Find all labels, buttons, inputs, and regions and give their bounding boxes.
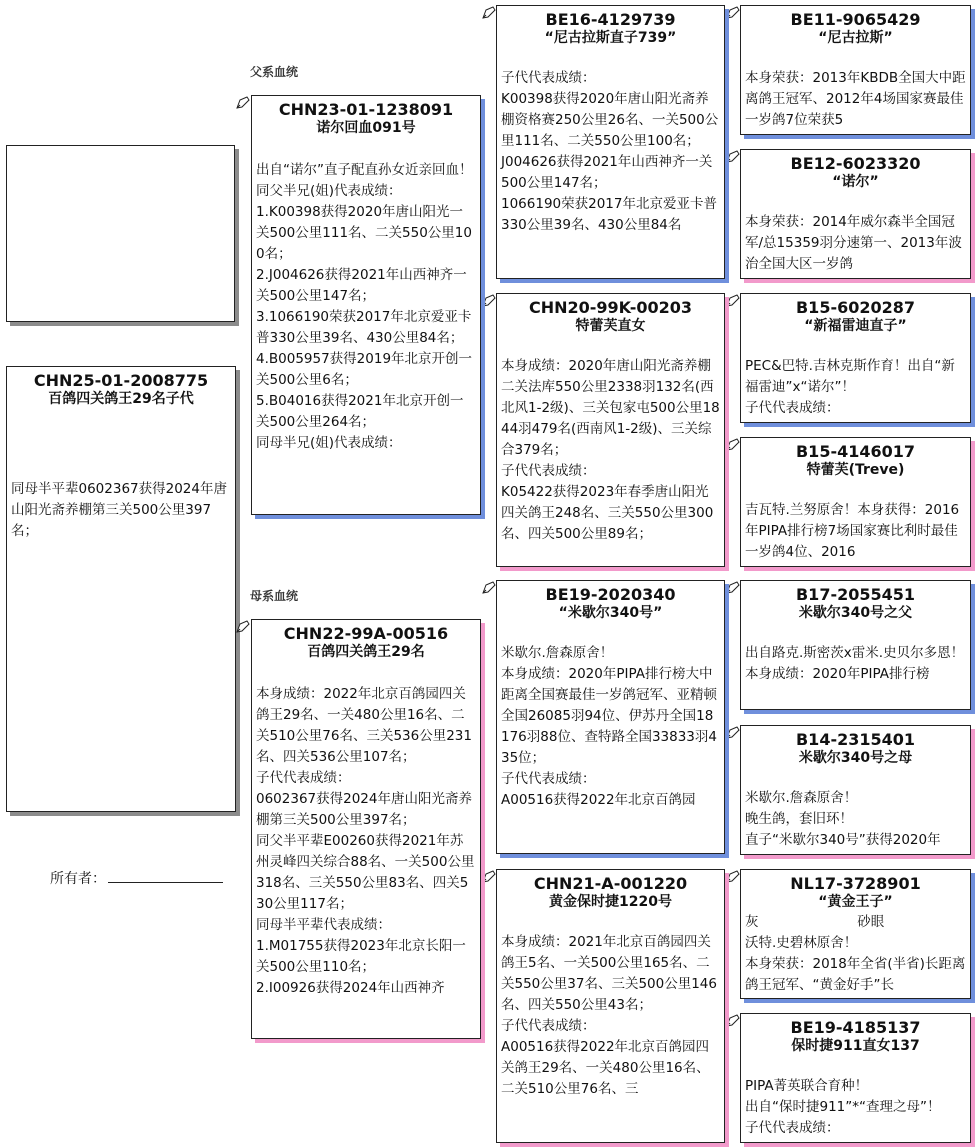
dam-sire-ring: BE19-2020340 bbox=[545, 585, 676, 604]
edit-pen-icon[interactable] bbox=[725, 150, 741, 164]
edit-pen-icon[interactable] bbox=[725, 6, 741, 20]
edit-pen-icon[interactable] bbox=[235, 96, 251, 110]
sire-dam-ring: CHN20-99K-00203 bbox=[528, 298, 692, 317]
sds-name: “新福雷迪直子” bbox=[804, 318, 907, 334]
sss-card bbox=[740, 5, 971, 135]
edit-pen-icon[interactable] bbox=[481, 581, 497, 595]
sire-sire-name: “尼古拉斯直子739” bbox=[544, 30, 677, 46]
owner-field bbox=[50, 868, 223, 888]
dss-ring: B17-2055451 bbox=[795, 585, 916, 604]
sire-dam-card bbox=[496, 293, 725, 567]
edit-pen-icon[interactable] bbox=[481, 6, 497, 20]
subject-name: 百鸽四关鸽王29名子代 bbox=[48, 391, 194, 407]
sdd-ring: B15-4146017 bbox=[795, 442, 916, 461]
dam-sire-card bbox=[496, 580, 725, 854]
dsd-info: 米歇尔.詹森原舍！ 晚生鸽，套旧环！ 直子“米歇尔340号”获得2020年 bbox=[745, 790, 941, 848]
dam-info: 本身成绩：2022年北京百鸽园四关鸽王29名、一关480公里16名、二关510公里76名、三关536公里231名、四关536公里107名； 子代代表成绩： 0602367获得2024年唐山阳光斋养棚第三关500公里397名； 同父半平辈E00260获得2021年苏州灵峰四关综合88名、一关500公里318名、三关550公里83名、四关530公里117名； 同母半平辈代表成绩： 1.M01755获得2023年北京长阳一关500公里110名； 2.I00926获得2024年山西神齐 bbox=[256, 686, 475, 996]
dam-card bbox=[251, 619, 481, 1039]
bird-photo-placeholder bbox=[6, 145, 235, 322]
edit-pen-icon[interactable] bbox=[235, 620, 251, 634]
sdd-card bbox=[740, 437, 971, 567]
subject-card bbox=[6, 366, 236, 812]
dam-name: 百鸽四关鸽王29名 bbox=[307, 644, 425, 660]
dds-name: “黄金王子” bbox=[818, 894, 893, 910]
owner-line[interactable] bbox=[108, 868, 223, 883]
subject-info: 同母半平辈0602367获得2024年唐山阳光斋养棚第三关500公里397名； bbox=[11, 481, 227, 539]
sire-info: 出自“诺尔”直子配直孙女近亲回血！ 同父半兄(姐)代表成绩： 1.K00398获得2020年唐山阳光一关500公里111名、二关550公里100名； 2.J004626获得2021年山西神齐一关500公里147名； 3.1066190荣获2017年北京爱亚卡普330公里39名、430公里84名； 4.B005957获得2019年北京开创一关500公里6名； 5.B04016获得2021年北京开创一关500公里264名； 同母半兄(姐)代表成绩： bbox=[256, 162, 473, 451]
edit-pen-icon[interactable] bbox=[725, 438, 741, 452]
ddd-card bbox=[740, 1013, 971, 1143]
edit-pen-icon[interactable] bbox=[725, 726, 741, 740]
sds-info: PEC&巴特.吉林克斯作育！出自“新福雷迪”x“诺尔”！ 子代代表成绩： bbox=[745, 358, 955, 416]
sdd-name: 特蕾芙(Treve) bbox=[806, 462, 905, 478]
dds-card bbox=[740, 869, 971, 999]
ddd-info: PIPA菁英联合育种！ 出自“保时捷911”*“查理之母”！ 子代代表成绩： bbox=[745, 1078, 941, 1136]
sds-ring: B15-6020287 bbox=[795, 298, 916, 317]
sire-sire-card bbox=[496, 5, 725, 279]
edit-pen-icon[interactable] bbox=[725, 294, 741, 308]
ddd-ring: BE19-4185137 bbox=[790, 1018, 921, 1037]
owner-label: 所有者： bbox=[50, 871, 106, 887]
ssd-ring: BE12-6023320 bbox=[790, 154, 921, 173]
sire-card bbox=[251, 95, 481, 515]
dam-dam-info: 本身成绩：2021年北京百鸽园四关鸽王5名、一关500公里165名、二关550公里37名、三关500公里146名、四关550公里43名； 子代代表成绩： A00516获得2022年北京百鸽园四关鸽王29名、一关480公里16名、二关510公里76名、三 bbox=[501, 934, 717, 1097]
sss-name: “尼古拉斯” bbox=[818, 30, 893, 46]
dss-card bbox=[740, 580, 971, 710]
dam-dam-card bbox=[496, 869, 725, 1143]
dam-dam-ring: CHN21-A-001220 bbox=[533, 874, 688, 893]
edit-pen-icon[interactable] bbox=[725, 870, 741, 884]
edit-pen-icon[interactable] bbox=[481, 870, 497, 884]
dam-sire-name: “米歇尔340号” bbox=[558, 605, 663, 621]
sss-info: 本身荣获：2013年KBDB全国大中距离鸽王冠军、2012年4场国家赛最佳一岁鸽7位荣获5 bbox=[745, 70, 966, 128]
ddd-name: 保时捷911直女137 bbox=[791, 1038, 920, 1054]
sire-name: 诺尔回血091号 bbox=[316, 120, 416, 136]
dsd-name: 米歇尔340号之母 bbox=[798, 750, 913, 766]
dsd-ring: B14-2315401 bbox=[795, 730, 916, 749]
sire-dam-name: 特蕾芙直女 bbox=[575, 318, 646, 334]
dam-dam-name: 黄金保时捷1220号 bbox=[549, 894, 672, 910]
sire-sire-info: 子代代表成绩： K00398获得2020年唐山阳光斋养棚资格赛250公里26名、一关500公里111名、二关550公里100名； J004626获得2021年山西神齐一关500公里147名； 1066190荣获2017年北京爱亚卡普330公里39名、430公里84名 bbox=[501, 70, 719, 233]
ssd-card bbox=[740, 149, 971, 279]
subject-ring: CHN25-01-2008775 bbox=[33, 371, 209, 390]
dds-ring: NL17-3728901 bbox=[790, 874, 921, 893]
dam-sire-info: 米歇尔.詹森原舍！ 本身成绩：2020年PIPA排行榜大中距离全国赛最佳一岁鸽冠军、亚精顿全国26085羽94位、伊苏丹全国18176羽88位、查特路全国33833羽435位； 子代代表成绩： A00516获得2022年北京百鸽园 bbox=[501, 645, 717, 808]
ssd-info: 本身荣获：2014年威尔森半全国冠军/总15359羽分速第一、2013年波治全国大区一岁鸽 bbox=[745, 214, 962, 272]
sire-line-label: 父系血统 bbox=[250, 65, 299, 79]
sss-ring: BE11-9065429 bbox=[790, 10, 921, 29]
dam-line-label: 母系血统 bbox=[250, 589, 299, 603]
sire-sire-ring: BE16-4129739 bbox=[545, 10, 676, 29]
edit-pen-icon[interactable] bbox=[725, 1014, 741, 1028]
dds-info: 灰 砂眼 沃特.史碧林原舍！ 本身荣获：2018年全省(半省)长距离鸽王冠军、“黄金好手”长 bbox=[745, 914, 966, 993]
edit-pen-icon[interactable] bbox=[725, 581, 741, 595]
dss-info: 出自路克.斯密茨x雷米.史贝尔多恩！ 本身成绩：2020年PIPA排行榜 bbox=[745, 645, 965, 682]
sdd-info: 吉瓦特.兰努原舍！本身获得：2016年PIPA排行榜7场国家赛比利时最佳一岁鸽4位、2016 bbox=[745, 502, 960, 560]
sds-card bbox=[740, 293, 971, 423]
edit-pen-icon[interactable] bbox=[481, 294, 497, 308]
ssd-name: “诺尔” bbox=[832, 174, 879, 190]
dam-ring: CHN22-99A-00516 bbox=[283, 624, 449, 643]
sire-dam-info: 本身成绩：2020年唐山阳光斋养棚二关法库550公里2338羽132名(西北风1-2级)、三关包家屯500公里1844羽479名(西南风1-2级)、三关综合379名； 子代代表成绩： K05422获得2023年春季唐山阳光四关鸽王248名、三关550公里300名、四关500公里89名； bbox=[501, 358, 720, 542]
sire-ring: CHN23-01-1238091 bbox=[278, 100, 454, 119]
dsd-card bbox=[740, 725, 971, 855]
dss-name: 米歇尔340号之父 bbox=[798, 605, 913, 621]
